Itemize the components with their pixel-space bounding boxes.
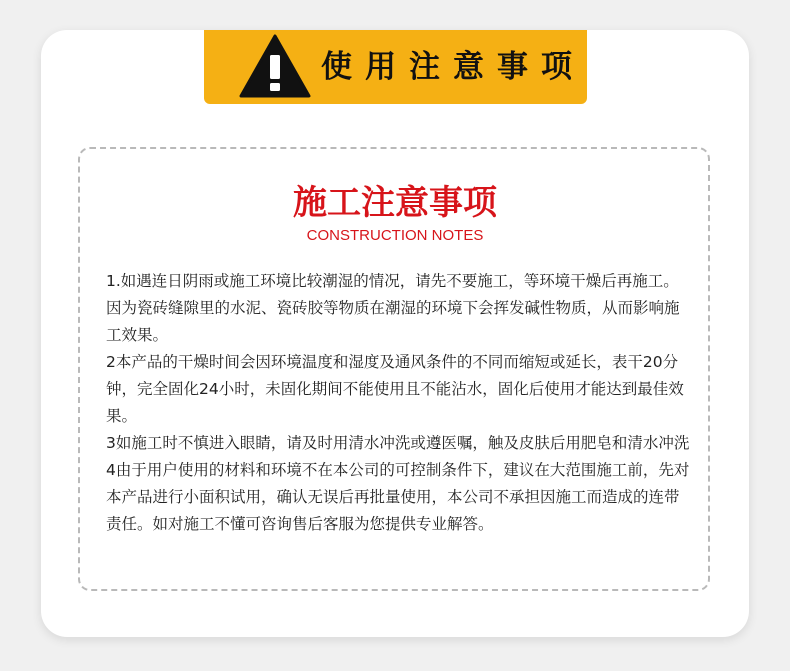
note-paragraph-4: 4由于用户使用的材料和环境不在本公司的可控制条件下，建议在大范围施工前，先对本产品进行小面积试用，确认无误后再批量使用，本公司不承担因施工而造成的连带责任。如对施工不懂可咨询售后客服为您提供专业解答。 — [106, 461, 690, 533]
notes-body — [106, 268, 690, 538]
note-paragraph-2: 2本产品的干燥时间会因环境温度和湿度及通风条件的不同而缩短或延长，表干20分钟，完全固化24小时，未固化期间不能使用且不能沾水，固化后使用才能达到最佳效果。 — [106, 353, 684, 425]
warning-triangle-icon — [239, 34, 311, 98]
notes-title: 施工注意事项 — [293, 183, 497, 223]
note-paragraph-1: 1.如遇连日阴雨或施工环境比较潮湿的情况，请先不要施工，等环境干燥后再施工。 因为瓷砖缝隙里的水泥、瓷砖胶等物质在潮湿的环境下会挥发碱性物质，从而影响施工效果。 — [106, 272, 680, 344]
usage-notice-banner — [204, 30, 587, 104]
note-paragraph-3: 3如施工时不慎进入眼睛，请及时用清水冲洗或遵医嘱，触及皮肤后用肥皂和清水冲洗 — [106, 434, 690, 452]
banner-title: 使用注意事项 — [321, 49, 585, 85]
notes-subtitle: CONSTRUCTION NOTES — [306, 227, 484, 244]
